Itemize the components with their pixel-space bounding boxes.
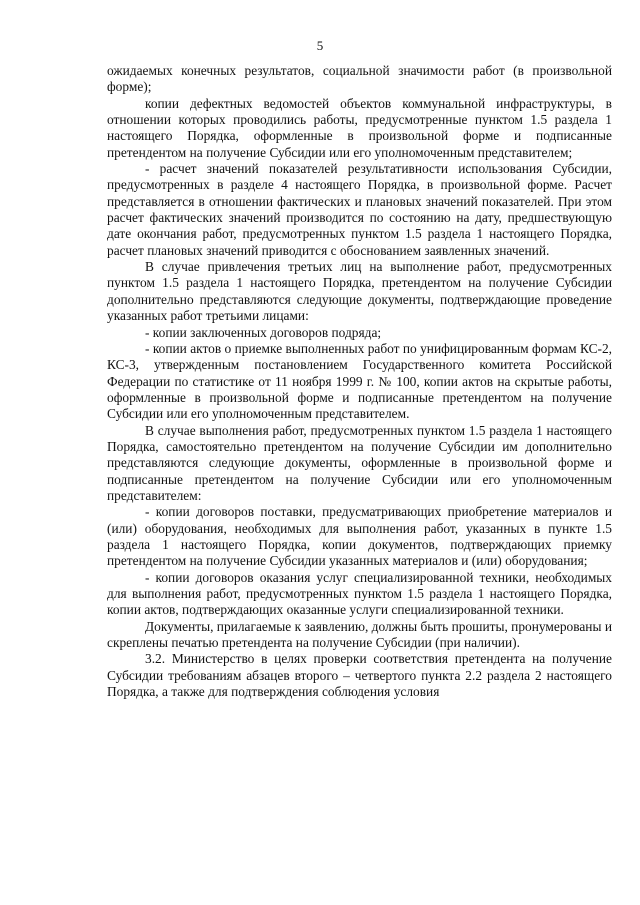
paragraph-document-binding: Документы, прилагаемые к заявлению, должны быть прошиты, пронумерованы и скреплены печатью претендента на получение Субсидии (при наличии). [107,618,612,651]
paragraph-section-3-2: 3.2. Министерство в целях проверки соответствия претендента на получение Субсидии требованиям абзацев второго – четвертого пункта 2.2 раздела 2 настоящего Порядка, а также для подтверждения соблюдения условия [107,651,612,700]
paragraph-acceptance-acts: - копии актов о приемке выполненных работ по унифицированным формам КС-2, КС-3, утвержденным постановлением Государственного комитета Российской Федерации по статистике от 11 ноября 1999 г. № 100, копии актов на скрытые работы, оформленные в произвольной форме и подписанные претендентом на получение Субсидии или его уполномоченным представителем. [107,340,612,422]
page-number: 5 [316,38,324,53]
document-body [107,63,612,700]
paragraph-self-performed-works: В случае выполнения работ, предусмотренных пунктом 1.5 раздела 1 настоящего Порядка, самостоятельно претендентом на получение Субсидии им дополнительно представляются следующие документы, оформленные в произвольной форме и подписанные претендентом на получение Субсидии или его уполномоченным представителем: [107,422,612,503]
paragraph-supply-contracts: - копии договоров поставки, предусматривающих приобретение материалов и (или) оборудования, необходимых для выполнения работ, указанных в пункте 1.5 раздела 1 настоящего Порядка, копии документов, подтверждающих приемку претендентом на получение Субсидии указанных материалов и (или) оборудования; [107,504,612,569]
paragraph-results-continuation: ожидаемых конечных результатов, социальной значимости работ (в произвольной форме); [107,63,612,95]
paragraph-contract-copies: - копии заключенных договоров подряда; [145,324,382,340]
paragraph-defect-statements: копии дефектных ведомостей объектов коммунальной инфраструктуры, в отношении которых проводились работы, предусмотренные пунктом 1.5 раздела 1 настоящего Порядка, оформленные в произвольной форме и подписанные претендентом на получение Субсидии или его уполномоченным представителем; [107,95,612,160]
paragraph-third-parties: В случае привлечения третьих лиц на выполнение работ, предусмотренных пунктом 1.5 раздела 1 настоящего Порядка, претендентом на получение Субсидии дополнительно представляются следующие документы, подтверждающие проведение указанных работ третьими лицами: [107,259,612,324]
paragraph-equipment-services: - копии договоров оказания услуг специализированной техники, необходимых для выполнения работ, предусмотренных пунктом 1.5 раздела 1 настоящего Порядка, копии актов, подтверждающих оказанные услуги специализированной техники. [107,569,612,618]
paragraph-performance-indicators: - расчет значений показателей результативности использования Субсидии, предусмотренных в разделе 4 настоящего Порядка, в произвольной форме. Расчет представляется в отношении фактических и плановых значений показателей. При этом расчет фактических значений производится по состоянию на дату, предшествующую дате окончания работ, предусмотренных пунктом 1.5 раздела 1 настоящего Порядка, расчет плановых значений приводится с обоснованием заявленных значений. [107,161,612,258]
